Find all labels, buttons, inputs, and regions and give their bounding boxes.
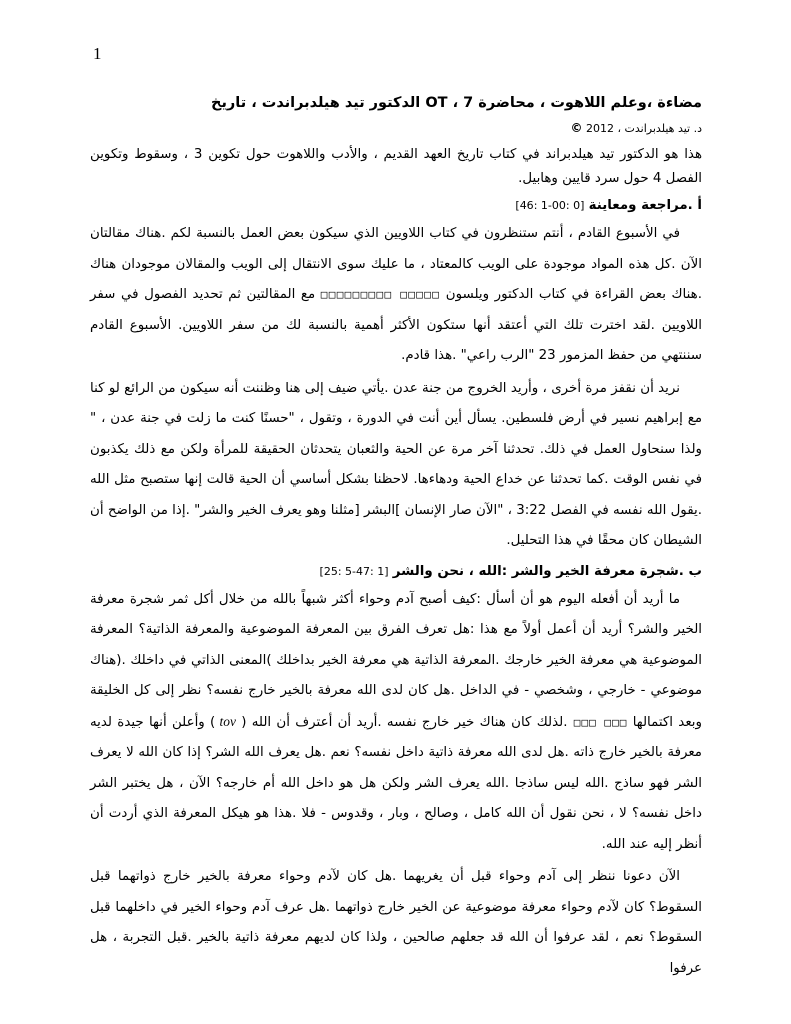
section-a-title: أ .مراجعة ومعاينة bbox=[588, 198, 702, 213]
author-line bbox=[90, 118, 702, 139]
missing-glyphs: □□□□□ □□□□□□□□□ bbox=[319, 288, 441, 301]
author-name: د. تيد هيلدبراندت ، 2012 bbox=[582, 122, 702, 135]
intro-paragraph: هذا هو الدكتور تيد هيلدبراند في كتاب تاريخ العهد القديم ، والأدب واللاهوت حول تكوين 3 ، وسقوط وتكوين الفصل 4 حول سرد قايين وهابيل. bbox=[90, 147, 703, 186]
document-title: مضاءة ،وعلم اللاهوت ، محاضرة 7 ، OT الدكتور تيد هيلدبراندت ، تاريخ bbox=[211, 95, 702, 111]
section-a-heading bbox=[90, 195, 702, 217]
paragraph-4: الآن دعونا ننظر إلى آدم وحواء قبل أن يغريهما .هل كان لآدم وحواء معرفة بالخير خارج ذواتهما قبل السقوط؟ كان لآدم وحواء معرفة موضوعية عن الخير خارج ذواتهما .هل عرف آدم وحواء الخير في داخلهما قبل السقوط؟ نعم ، لقد عرفوا أن الله قد جعلهم صالحين ، ولذا كان لديهم معرفة ذاتية بالخير .قبل التجربة ، هل عرفوا bbox=[90, 869, 702, 976]
section-b-heading bbox=[90, 561, 702, 583]
paragraph-3-text-c: ) وأعلن أنها جيدة لديه معرفة بالخير خارج ذاته .هل لدى الله معرفة ذاتية داخل نفسه؟ نعم .هل يعرف الله الشر؟ إذا كان الله لا يعرف الشر فهو ساذج .الله ليس ساذجا .الله يعرف الشر ولكن هل هو داخل الله أم خارجه؟ الآن ، هل يختبر الشر داخل نفسه؟ لا ، نحن نقول أن الله كامل ، وصالح ، وبار ، وقدوس - فلا .هذا هو هيكل المعرفة الذي أردت أن أنظر إليه عند الله. bbox=[90, 714, 702, 852]
transliteration-tov: tov bbox=[219, 713, 236, 729]
paragraph-3-text-b: .لذلك كان هناك خير خارج نفسه .أريد أن أعترف أن الله ( bbox=[235, 714, 573, 730]
document-body bbox=[90, 92, 702, 984]
paragraph-1 bbox=[90, 219, 702, 372]
paragraph-1-text-a: في الأسبوع القادم ، أنتم ستنظرون في كتاب اللاويين الذي سيكون بعض العمل بالنسبة لكم .هناك مقالتان الآن .كل هذه المواد موجودة على الويب كالمعتاد ، ما عليك سوى الانتقال إلى الويب والمقالان موجودان هناك .هناك بعض القراءة في كتاب الدكتور ويلسون bbox=[90, 226, 702, 302]
paragraph-3 bbox=[90, 585, 702, 861]
paragraph-1-text-b: مع المقالتين ثم تحديد الفصول في سفر اللاويين .لقد اخترت تلك التي أعتقد أنها ستكون الأكثر أهمية بالنسبة لك من سفر اللاويين. الأسبوع القادم سننتهي من حفظ المزمور 23 "الرب راعي" .هذا قادم. bbox=[90, 287, 702, 363]
missing-glyphs: □□□ □□□ bbox=[572, 715, 628, 729]
copyright-symbol: © bbox=[570, 121, 583, 135]
section-b-timestamp: [1 :47-5 :25] bbox=[319, 564, 389, 578]
section-a-timestamp: [0 :00-1 :46] bbox=[515, 199, 585, 212]
section-b-title: ب .شجرة معرفة الخير والشر :الله ، نحن والشر bbox=[392, 563, 702, 579]
paragraph-3-text-a: ما أريد أن أفعله اليوم هو أن أسأل :كيف أصبح آدم وحواء أكثر شبهاً بالله من خلال أكل ثمر شجرة معرفة الخير والشر؟ أريد أن أعمل أولاً مع هذا :هل تعرف الفرق بين المعرفة الموضوعية والمعرفة الذاتية؟ المعرفة الموضوعية هي معرفة الخير خارجك .المعرفة الذاتية هي معرفة الخير بداخلك )المعنى الذاتي في داخلك .(هناك موضوعي - خارجي ، وشخصي - في الداخل .هل كان لدى الله معرفة بالخير خارج نفسه؟ نظر إلى كل الخليقة وبعد اكتمالها bbox=[90, 591, 702, 730]
paragraph-2: نريد أن نقفز مرة أخرى ، وأريد الخروج من جنة عدن .يأتي ضيف إلى هنا وظننت أنه سيكون من الرائع لو كنا مع إبراهيم نسير في أرض فلسطين. يسأل أين أنت في الدورة ، وتقول ، "حسنًا كنت ما زلت في جنة عدن ، " ولذا سنحاول العمل في ذلك. تحدثنا آخر مرة عن الحية والثعبان يتحدثان الحقيقة للمرأة ولكن مع ذلك يكذبون في نفس الوقت .كما تحدثنا عن خداع الحية ودهاءها. لاحظنا بشكل أساسي أن الحية قالت إنها ستصبح مثل الله .يقول الله نفسه في الفصل 3:22 ، "الآن صار الإنسان ]البشر [مثلنا وهو يعرف الخير والشر" .إذا من الواضح أن الشيطان كان محقًا في هذا التحليل. bbox=[90, 380, 702, 548]
page-number: 1 bbox=[93, 44, 102, 63]
